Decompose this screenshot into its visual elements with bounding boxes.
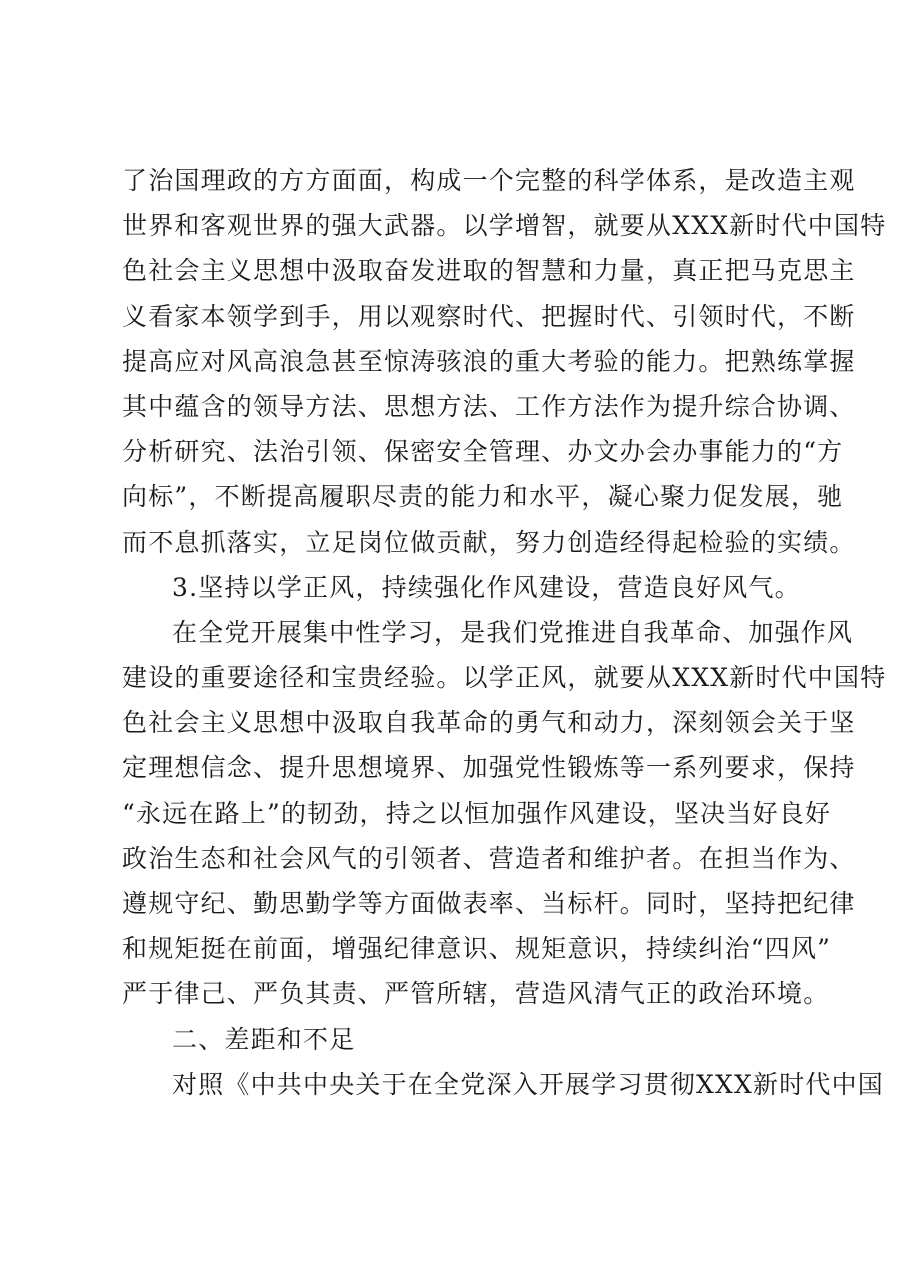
text-line: 遵规守纪、勤思勤学等方面做表率、当标杆。同时，坚持把纪律 bbox=[122, 889, 856, 918]
text-line: 色社会主义思想中汲取奋发进取的智慧和力量，真正把马克思主 bbox=[122, 256, 856, 286]
text-line: 定理想信念、提升思想境界、加强党性锻炼等一系列要求，保持 bbox=[122, 753, 856, 783]
text-line: 建设的重要途径和宝贵经验。以学正风，就要从XXX新时代中国特 bbox=[122, 663, 887, 693]
text-line: 提高应对风高浪急甚至惊涛骇浪的重大考验的能力。把熟练掌握 bbox=[122, 346, 856, 376]
text-line: 严于律己、严负其责、严管所辖，营造风清气正的政治环境。 bbox=[122, 979, 830, 1009]
text-line: 色社会主义思想中汲取自我革命的勇气和动力，深刻领会关于坚 bbox=[122, 708, 856, 738]
text-line: “永远在路上”的韧劲，持之以恒加强作风建设，坚决当好良好 bbox=[122, 798, 832, 828]
text-line: 义看家本领学到手，用以观察时代、把握时代、引领时代，不断 bbox=[122, 301, 856, 331]
text-line: 向标”，不断提高履职尽责的能力和水平，凝心聚力促发展，驰 bbox=[122, 482, 844, 512]
body-text bbox=[122, 158, 887, 1107]
text-line: 和规矩挺在前面，增强纪律意识、规矩意识，持续纠治“四风” bbox=[122, 934, 832, 964]
text-line: 在全党开展集中性学习，是我们党推进自我革命、加强作风 bbox=[172, 617, 854, 647]
text-line: 了治国理政的方方面面，构成一个完整的科学体系，是改造主观 bbox=[122, 166, 856, 195]
section-heading: 3.坚持以学正风，持续强化作风建设，营造良好风气。 bbox=[172, 572, 801, 602]
text-line: 其中蕴含的领导方法、思想方法、工作方法作为提升综合协调、 bbox=[122, 391, 856, 421]
text-line: 政治生态和社会风气的引领者、营造者和维护者。在担当作为、 bbox=[122, 843, 856, 873]
text-line: 分析研究、法治引领、保密安全管理、办文办会办事能力的“方 bbox=[122, 437, 844, 467]
text-line: 对照《中共中央关于在全党深入开展学习贯彻XXX新时代中国 bbox=[172, 1069, 884, 1099]
text-line: 而不息抓落实，立足岗位做贡献，努力创造经得起检验的实绩。 bbox=[122, 527, 856, 557]
section-heading: 二、差距和不足 bbox=[172, 1024, 356, 1054]
text-line: 世界和客观世界的强大武器。以学增智，就要从XXX新时代中国特 bbox=[122, 211, 887, 241]
